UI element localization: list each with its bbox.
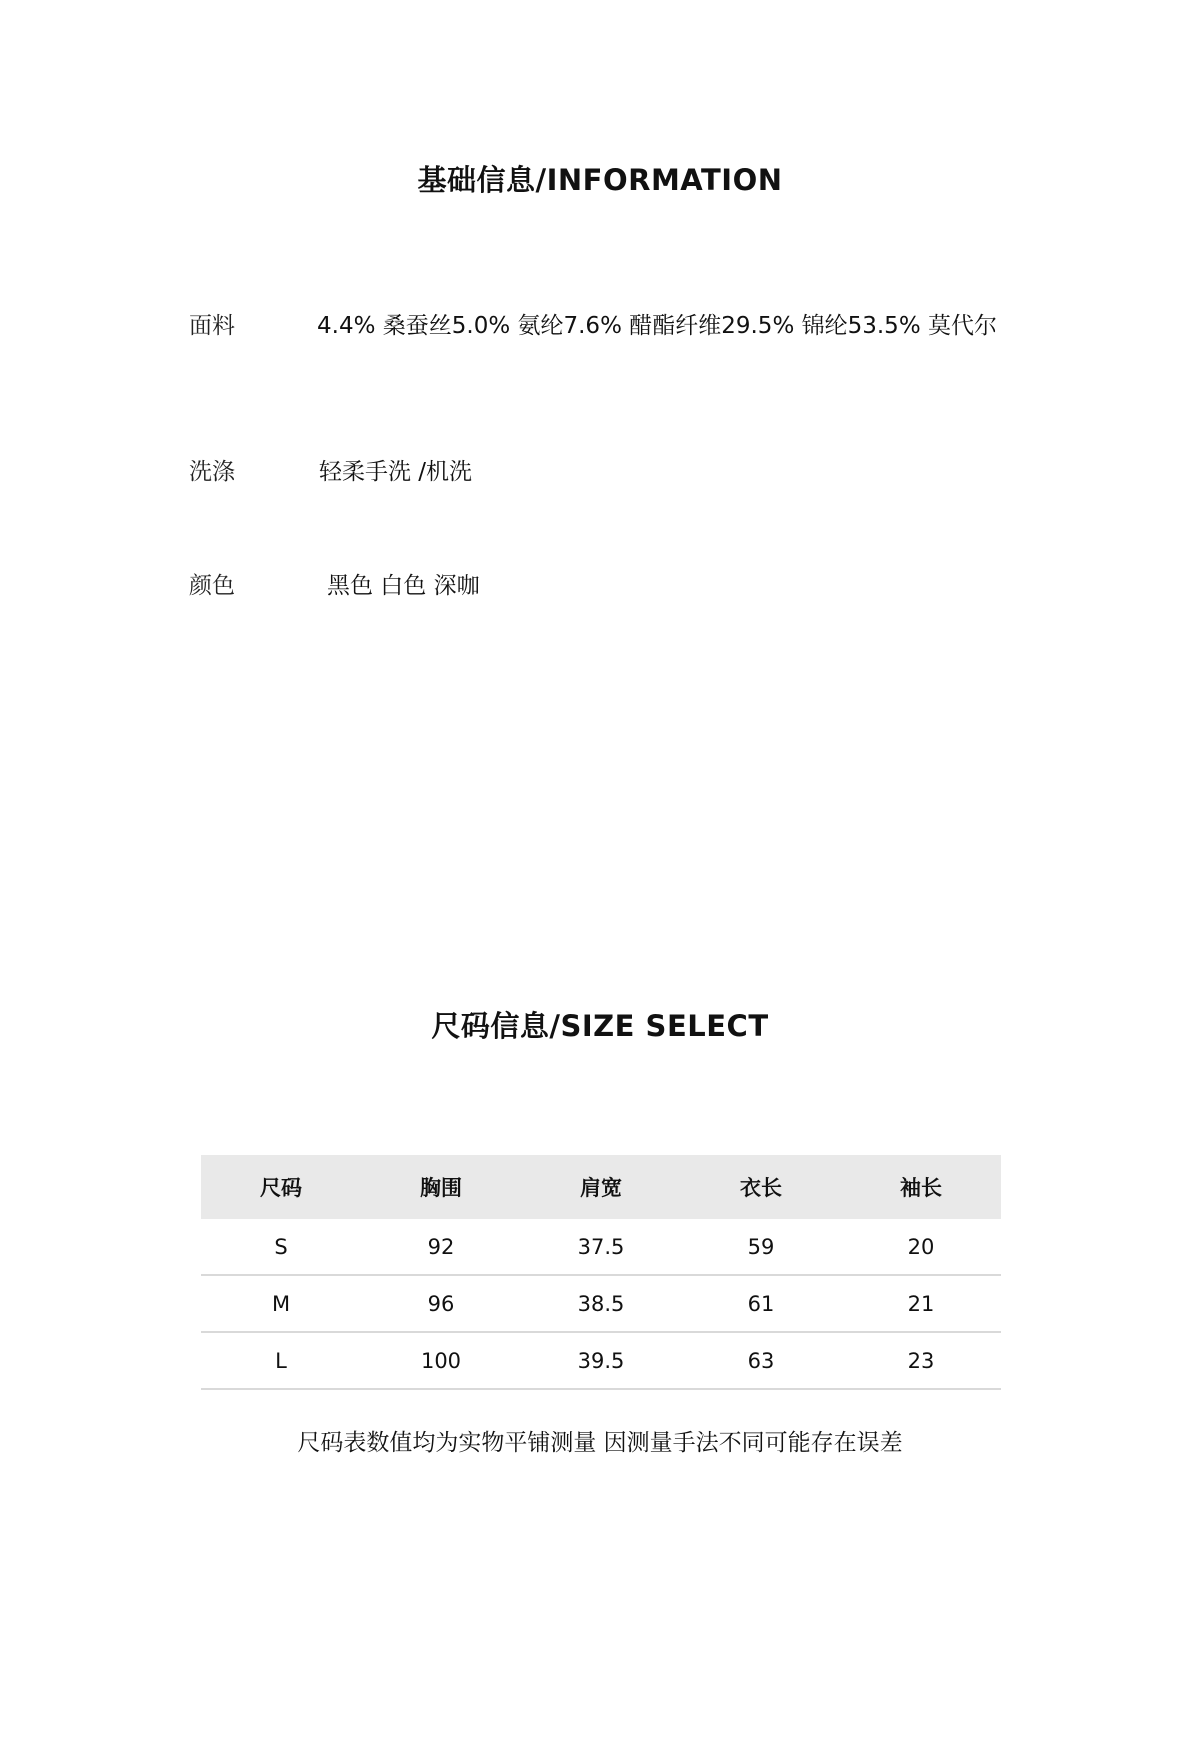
cell-size: L [201, 1332, 361, 1389]
cell-sleeve: 21 [841, 1275, 1001, 1332]
cell-length: 61 [681, 1275, 841, 1332]
header-length: 衣长 [681, 1155, 841, 1219]
header-chest: 胸围 [361, 1155, 521, 1219]
header-size: 尺码 [201, 1155, 361, 1219]
header-shoulder: 肩宽 [521, 1155, 681, 1219]
size-table-header-row [201, 1155, 1001, 1219]
cell-chest: 96 [361, 1275, 521, 1332]
color-label: 颜色 [189, 573, 235, 599]
information-title: 基础信息/INFORMATION [417, 163, 783, 197]
color-value: 黑色 白色 深咖 [327, 573, 480, 599]
cell-shoulder: 39.5 [521, 1332, 681, 1389]
cell-chest: 100 [361, 1332, 521, 1389]
size-note: 尺码表数值均为实物平铺测量 因测量手法不同可能存在误差 [297, 1430, 903, 1456]
cell-sleeve: 23 [841, 1332, 1001, 1389]
washing-value: 轻柔手洗 /机洗 [319, 459, 473, 485]
cell-chest: 92 [361, 1219, 521, 1275]
size-table [201, 1155, 1001, 1390]
cell-length: 63 [681, 1332, 841, 1389]
cell-size: M [201, 1275, 361, 1332]
table-row [201, 1332, 1001, 1389]
cell-size: S [201, 1219, 361, 1275]
table-row [201, 1219, 1001, 1275]
table-row [201, 1275, 1001, 1332]
washing-label: 洗涤 [189, 459, 235, 485]
size-title: 尺码信息/SIZE SELECT [431, 1009, 769, 1043]
fabric-label: 面料 [189, 313, 235, 339]
cell-length: 59 [681, 1219, 841, 1275]
header-sleeve: 袖长 [841, 1155, 1001, 1219]
cell-sleeve: 20 [841, 1219, 1001, 1275]
fabric-value: 4.4% 桑蚕丝5.0% 氨纶7.6% 醋酯纤维29.5% 锦纶53.5% 莫代尔 [317, 313, 997, 339]
cell-shoulder: 37.5 [521, 1219, 681, 1275]
cell-shoulder: 38.5 [521, 1275, 681, 1332]
